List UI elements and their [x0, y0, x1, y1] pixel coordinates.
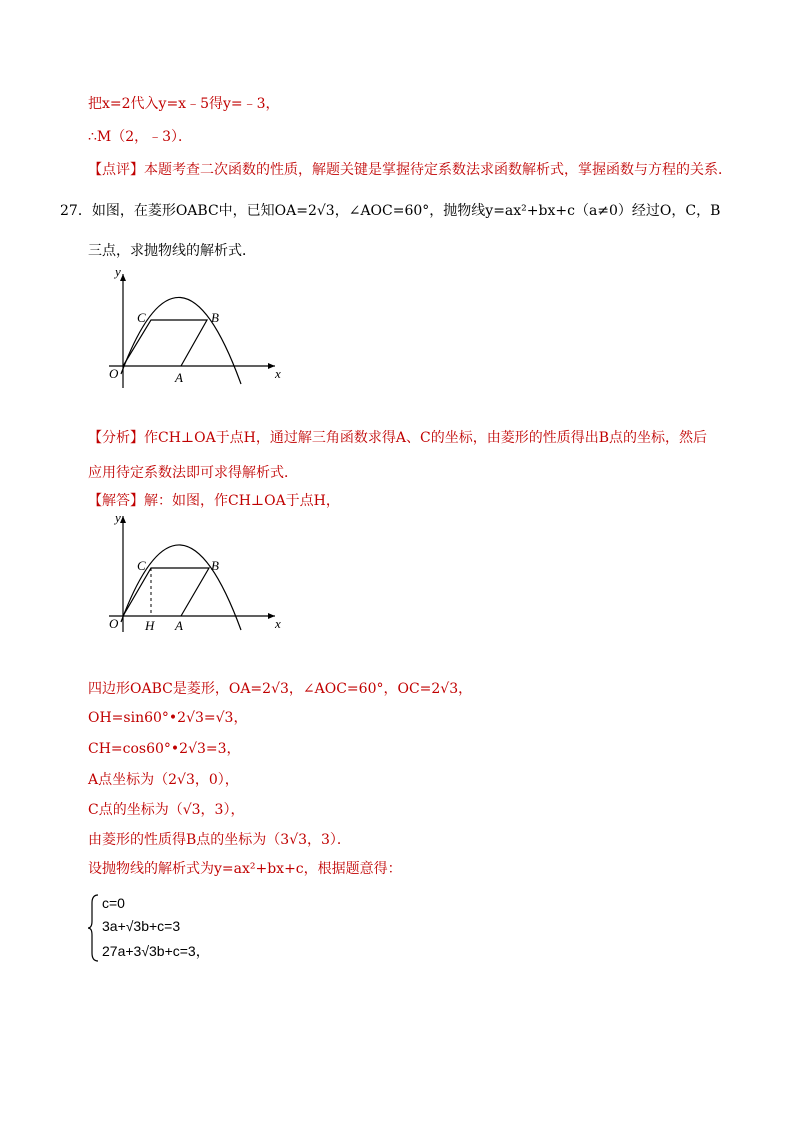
figure-2 [105, 506, 295, 636]
solution-line: 由菱形的性质得B点的坐标为（3√3，3）． [88, 832, 351, 848]
analysis-line: 【分析】作CH⊥OA于点H，通过解三角函数求得A、C的坐标，由菱形的性质得出B点的坐标，然后 [88, 430, 707, 446]
equation-3: 27a+3√3b+c=3， [102, 943, 210, 959]
point-label-b: B [211, 310, 219, 325]
solution-line: CH=cos60°•2√3=3， [88, 741, 241, 757]
equation-1: c=0 [102, 895, 125, 911]
solution-heading: 【解答】解：如图，作CH⊥OA于点H， [88, 493, 340, 509]
figure-1 [105, 262, 295, 392]
point-label-o: O [109, 616, 119, 631]
question-27-cont: 三点，求抛物线的解析式． [88, 243, 256, 259]
text-line: 把x=2代入y=x﹣5得y=﹣3， [88, 96, 280, 112]
point-label-c: C [137, 558, 146, 573]
axis-label-y: y [115, 264, 121, 279]
point-label-c: C [137, 310, 146, 325]
solution-line: C点的坐标为（√3，3）， [88, 802, 245, 818]
axis-label-x: x [275, 366, 281, 381]
axis-label-y: y [115, 510, 121, 525]
text-line: ∴M（2，﹣3）． [88, 129, 193, 145]
question-27: 27．如图，在菱形OABC中，已知OA=2√3，∠AOC=60°，抛物线y=ax²+bx+c（a≠0）经过O，C，B [60, 203, 721, 219]
point-label-o: O [109, 366, 119, 381]
point-label-a: A [175, 618, 183, 633]
left-brace-icon [88, 893, 100, 963]
axis-label-x: x [275, 616, 281, 631]
equation-2: 3a+√3b+c=3 [102, 918, 181, 934]
review-comment: 【点评】本题考查二次函数的性质，解题关键是掌握待定系数法求函数解析式，掌握函数与方程的关系． [88, 162, 732, 178]
solution-line: A点坐标为（2√3，0）， [88, 772, 239, 788]
solution-line: 设抛物线的解析式为y=ax²+bx+c，根据题意得： [88, 861, 402, 877]
solution-line: OH=sin60°•2√3=√3， [88, 710, 248, 726]
analysis-line: 应用待定系数法即可求得解析式． [88, 465, 298, 481]
point-label-a: A [175, 370, 183, 385]
point-label-h: H [145, 618, 155, 633]
point-label-b: B [211, 558, 219, 573]
solution-line: 四边形OABC是菱形，OA=2√3，∠AOC=60°，OC=2√3， [88, 681, 473, 697]
